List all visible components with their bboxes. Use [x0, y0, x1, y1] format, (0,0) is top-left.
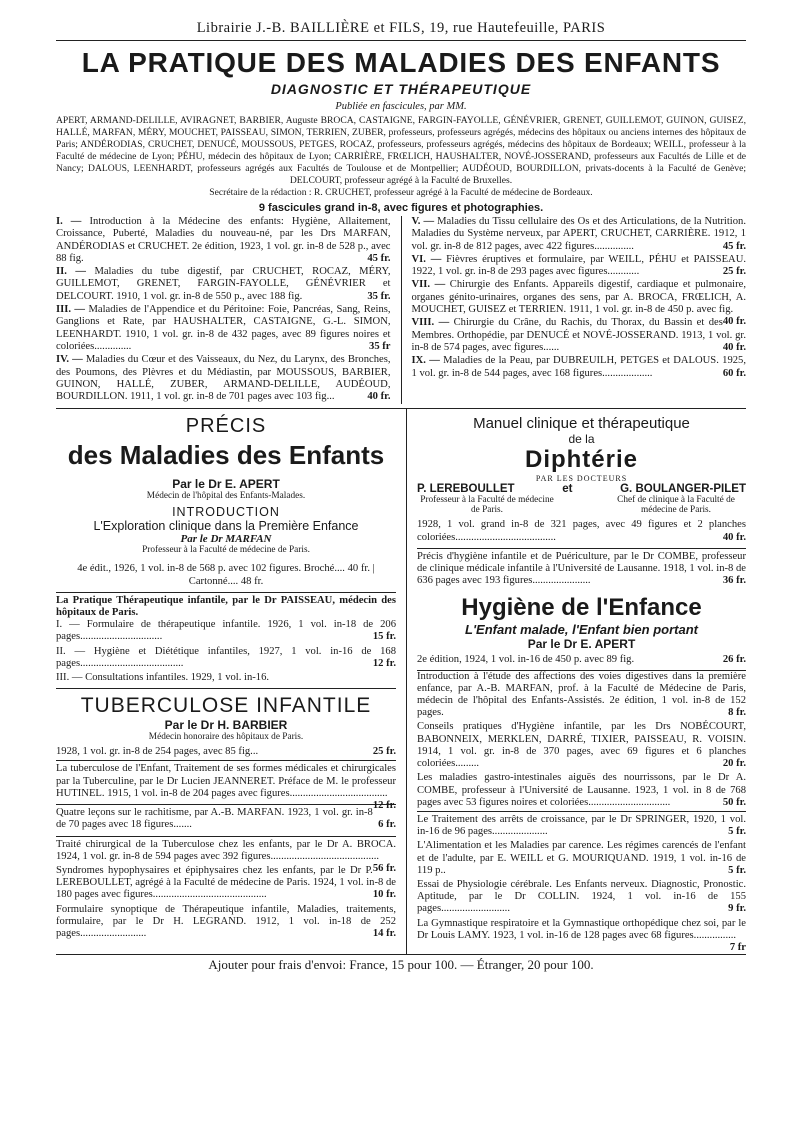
catalogue-entry [417, 917, 746, 953]
volume-item [56, 216, 391, 265]
catalogue-entry [417, 772, 746, 809]
entry-price: 50 fr. [722, 796, 746, 808]
volume-text: Maladies du tube digestif, par CRUCHET, ROCAZ, MÉRY, GUILLEMOT, GRENET, FARGIN-FAYOLLE, GÉNÉVRIER et DELCOURT. 1910, 1 vol. gr. in-8 de 550 p., avec 188 fig. [56, 266, 391, 302]
author-1-desc: Professeur à la Faculté de médecine de Paris. [420, 495, 554, 516]
entry-text: Conseils pratiques d'Hygiène infantile, par les Drs NOBÉCOURT, BABONNEIX, MERKLEN, DARRÉ, TIXIER, PAISSEAU, R. VOISIN. 1914, 1 vol. gr. in-8 de 370 pages, avec 69 figures et 6 planches coloriées......... [417, 721, 746, 770]
author-2: G. BOULANGER-PILET [620, 483, 746, 496]
entry-text: Les maladies gastro-intestinales aiguës des nourrissons, par le Dr A. COMBE, professeur à l'Université de Lausanne. 1923, 1 vol. in 8 de 768 pages avec 53 figures noires et coloriées............................... [417, 772, 746, 808]
hygiene-subtitle: L'Enfant malade, l'Enfant bien portant [465, 622, 698, 638]
volume-text: Chirurgie du Crâne, du Rachis, du Thorax, du Bassin et des Membres. Orthopédie, par DENUCÉ et NOVÉ-JOSSERAND. 1913, 1 vol. gr. in-8 de 574 pages, avec figures...... [411, 317, 746, 353]
volume-number: III. — [56, 304, 86, 316]
precis-edition: 4e édit., 1926, 1 vol. in-8 de 568 p. avec 102 figures. Broché.... 40 fr. | Cartonné.... 48 fr. [77, 563, 375, 587]
entry-text: III. — Consultations infantiles. 1929, 1 vol. in-16. [56, 672, 270, 684]
entry-text: La Gymnastique respiratoire et la Gymnastique orthopédique chez soi, par le Dr Louis LAMY. 1923, 1 vol. in-16 de 128 pages avec 68 figures................ [417, 917, 746, 941]
volume-number: VIII. — [411, 317, 450, 329]
entry-text: II. — Hygiène et Diététique infantiles, 1927, 1 vol. in-16 de 168 pages....................................... [56, 645, 396, 669]
precis-intro-desc: Professeur à la Faculté de médecine de Paris. [142, 545, 310, 556]
authors-list: APERT, ARMAND-DELILLE, AVIRAGNET, BARBIER, Auguste BROCA, CASTAIGNE, FARGIN-FAYOLLE, GÉNÉVRIER, GRENET, GUILLEMOT, GUINON, GUISEZ, HALLÉ, MARFAN, MÉRY, MOUCHET, PAISSEAU, SIMON, TERRIEN, ZUBER, professeurs, professeurs agrégés, médecins des hôpitaux ou anciens internes des hôpitaux de Paris; ANDÉRODIAS, CRUCHET, DENUCÉ, MOUSSOUS, PETGES, ROCAZ, professeurs, professeurs agrégés, médecins des hôpitaux de Bordeaux; WEILL, professeur à la Faculté de médecine de Lyon; PÉHU, médecin des hôpitaux de Lyon; CARRIÈRE, FRŒLICH, HAUSHALTER, NOVÉ-JOSSERAND, professeurs aux Facultés de Lille et de Nancy; DALOUS, LEENHARDT, professeurs agrégés aux Facultés de Toulouse et de Montpellier; AUDÉOUD, BOURDILLON, privats-docents à la Faculté de Genève; DELCOURT, professeur agrégé à la Faculté de Bruxelles. [56, 115, 746, 186]
volume-number: V. — [411, 216, 435, 227]
diphterie-edition [417, 519, 746, 543]
volume-number: VI. — [411, 253, 442, 265]
author-1: P. LEREBOULLET [417, 483, 515, 496]
volume-item [56, 266, 391, 303]
entry-text: Formulaire synoptique de Thérapeutique infantile, Maladies, traitements, formulaire, par le Dr H. LEGRAND. 1912, 1 vol. in-18 de 252 pages......................... [56, 903, 396, 939]
precis-subtitle: des Maladies des Enfants [67, 440, 385, 471]
footer-shipping: Ajouter pour frais d'envoi: France, 15 pour 100. — Étranger, 20 pour 100. [208, 957, 594, 973]
right-lower-entries [417, 670, 746, 809]
entry-price: 10 fr. [372, 889, 396, 901]
diphterie-title: Diphtérie [524, 446, 638, 474]
entry-price: 14 fr. [372, 927, 396, 939]
precis-author: Par le Dr E. APERT [172, 477, 280, 492]
volume-text: Fièvres éruptives et formulaire, par WEILL, PÉHU et PAISSEAU. 1922, 1 vol. gr. in-8 de 293 pages avec figures............ [411, 253, 746, 278]
tuberculose-entries [56, 760, 396, 833]
tuberculose-lower [56, 836, 396, 941]
main-subtitle: DIAGNOSTIC ET THÉRAPEUTIQUE [270, 81, 532, 97]
tuberculose-edition [56, 746, 396, 758]
precis-intro: INTRODUCTION [172, 505, 280, 520]
diphterie-authors-desc [417, 495, 746, 515]
right-column [407, 409, 746, 954]
tuberculose-author-desc: Médecin honoraire des hôpitaux de Paris. [148, 732, 304, 743]
catalogue-entry [56, 672, 396, 684]
entry-price: 7 fr [729, 941, 746, 953]
entry-price: 6 fr. [378, 819, 396, 831]
publiee-line: Publiée en fascicules, par MM. [335, 101, 467, 112]
entry-price: 56 fr. [372, 862, 396, 874]
publisher-header: Librairie J.-B. BAILLIÈRE et FILS, 19, rue Hautefeuille, PARIS [196, 20, 606, 36]
author-et: et [562, 483, 573, 496]
catalogue-page [56, 20, 746, 973]
catalogue-entry [417, 721, 746, 770]
lower-section [56, 409, 746, 955]
edition-text: 1928, 1 vol. grand in-8 de 321 pages, avec 49 figures et 2 planches coloriées...................................... [417, 519, 746, 543]
entry-text: I. — Formulaire de thérapeutique infantile. 1926, 1 vol. in-18 de 206 pages............................... [56, 619, 396, 643]
entry-price: 15 fr. [372, 631, 396, 643]
pratique-intro: La Pratique Thérapeutique infantile, par le Dr PAISSEAU, médecin des hôpitaux de Paris. [56, 594, 396, 619]
catalogue-entry [56, 619, 396, 643]
volumes-right [402, 216, 747, 404]
tuberculose-author: Par le Dr H. BARBIER [164, 718, 288, 733]
price: 26 fr. [722, 654, 746, 666]
catalogue-entry [56, 646, 396, 670]
author-2-desc: Chef de clinique à la Faculté de médecine de Paris. [617, 495, 735, 516]
price: 25 fr. [372, 746, 396, 758]
volume-price: 35 fr. [367, 290, 391, 302]
price: 36 fr. [722, 575, 746, 587]
volume-number: II. — [56, 266, 86, 278]
entry-text: Syndromes hypophysaires et épiphysaires chez les enfants, par le Dr P. LEREBOULLET, agrégé à la Faculté de médecine de Paris. 1924, 1 vol. in-8 de 180 pages avec figures........................................... [56, 864, 396, 901]
volume-item [56, 304, 391, 353]
volume-item [412, 355, 747, 380]
volume-text: Maladies du Cœur et des Vaisseaux, du Nez, du Larynx, des Bronches, des Poumons, des Plèvres et du Médiastin, par MOUSSOUS, BARBIER, GUINON, HALLÉ, ZUBER, ARMAND-DELILLE, AUDÉOUD, BOURDILLON. 1911, 1 vol. gr. in-8 de 701 pages avec 103 fig... [56, 354, 391, 403]
entry-price: 12 fr. [372, 657, 396, 669]
volume-price: 60 fr. [722, 367, 746, 379]
pratique-therapeutique [56, 592, 396, 688]
catalogue-entry [56, 838, 396, 874]
fascicules-line: 9 fascicules grand in-8, avec figures et photographies. [258, 202, 544, 214]
volume-price: 40 fr. [722, 316, 746, 328]
hygiene-title: Hygiène de l'Enfance [461, 594, 702, 622]
entry-text: Précis d'hygiène infantile et de Puériculture, par le Dr COMBE, professeur de clinique médicale infantile à l'Université de Lausanne. 1918, 1 vol. in-8 de 636 pages avec 193 figures...................... [417, 550, 746, 587]
entry-price: 5 fr. [728, 864, 746, 876]
catalogue-entry [417, 671, 746, 720]
entry-text: Quatre leçons sur le rachitisme, par A.-B. MARFAN. 1923, 1 vol. gr. in-8 de 70 pages avec 18 figures....... [56, 807, 373, 831]
precis-hygiene [417, 548, 746, 590]
volume-number: IV. — [56, 354, 83, 366]
volume-item [56, 354, 391, 403]
volume-item [412, 254, 747, 279]
catalogue-entry [56, 760, 396, 812]
tuberculose-block [56, 688, 396, 760]
entry-text: L'Alimentation et les Maladies par carence. Les régimes carencés de l'enfant et de l'adulte, par E. WEILL et G. MOURIQUAND. 1919, 1 vol. in-16 de 119 p.. [417, 840, 746, 876]
catalogue-entry [417, 840, 746, 877]
volume-price: 45 fr. [367, 252, 391, 264]
diphterie-de-la: de la [568, 432, 595, 447]
edition-text: 1928, 1 vol. gr. in-8 de 254 pages, avec 85 fig... [56, 746, 259, 758]
right-bottom-entries [417, 811, 746, 953]
entry-text: Introduction à l'étude des affections des voies digestives dans la première enfance, par A.-B. MARFAN, prof. à la Faculté de Médecine de Paris, médecin de l'hôpital des Enfants-Assistés. 2e édition, 1 vol. in-8 de 152 pages. [417, 670, 746, 719]
precis-intro-author: Par le Dr MARFAN [180, 533, 272, 546]
entry-text: La tuberculose de l'Enfant, Traitement de ses formes médicales et chirurgicales par la Tuberculine, par le Dr Lucien JEANNERET. Préface de M. le professeur HUTINEL. 1915, 1 vol. in-8 de 204 pages avec figures..................................... [56, 763, 396, 799]
volume-price: 45 fr. [722, 240, 746, 252]
volume-number: I. — [56, 216, 82, 227]
volume-price: 35 fr [369, 340, 391, 352]
entry-price: 20 fr. [722, 758, 746, 770]
catalogue-entry [56, 904, 396, 941]
secretaire-line: Secrétaire de la rédaction : R. CRUCHET, professeur agrégé à la Faculté de médecine de Bordeaux. [209, 187, 593, 198]
catalogue-entry [56, 862, 396, 902]
volume-price: 25 fr. [722, 266, 746, 278]
edition-text: 2e édition, 1924, 1 vol. in-16 de 450 p. avec 89 fig. [417, 654, 635, 666]
volume-number: IX. — [411, 355, 440, 367]
main-title: LA PRATIQUE DES MALADIES DES ENFANTS [81, 47, 721, 78]
volume-text: Maladies de la Peau, par DUBREUILH, PETGES et DALOUS. 1925, 1 vol. gr. in-8 de 544 pages, avec 168 figures................... [411, 355, 746, 379]
volume-item [412, 216, 747, 253]
volume-text: Maladies de l'Appendice et du Péritoine: Foie, Pancréas, Sang, Reins, Ganglions et Rate, par HAUSHALTER, CASTAIGNE, G.-L. SIMON, LEENHARDT. 1910, 1 vol. gr. in-8 de 432 pages, avec 89 figures noires et coloriées.............. [56, 304, 391, 352]
volume-item [412, 317, 747, 354]
volume-text: Introduction à la Médecine des enfants: Hygiène, Allaitement, Croissance, Puberté, Maladies du nouveau-né, par les Drs MARFAN, ANDÉRODIAS et CRUCHET. 2e édition, 1923, 1 vol. gr. in-8 de 528 p., avec 88 fig. [56, 216, 391, 264]
volumes-left [56, 216, 402, 404]
entry-price: 8 fr. [728, 707, 746, 719]
entry-price: 9 fr. [728, 903, 746, 915]
entry-text: Le Traitement des arrêts de croissance, par le Dr SPRINGER, 1920, 1 vol. in-16 de 96 pages..................... [417, 813, 746, 838]
volume-text: Chirurgie des Enfants. Appareils digestif, cardiaque et pulmonaire, organes génito-urinaires, organes des sens, par A. BROCA, FRŒLICH, A. MOUCHET, GUISEZ et TERRIEN. 1911, 1 vol. gr. in-8 de 450 p. avec fig. [411, 279, 746, 316]
entry-text: Traité chirurgical de la Tuberculose chez les enfants, par le Dr A. BROCA. 1924, 1 vol. gr. in-8 de 594 pages avec 392 figures......................................... [56, 838, 396, 862]
tuberculose-title: TUBERCULOSE INFANTILE [80, 694, 372, 718]
precis-title: PRÉCIS [185, 415, 267, 438]
volume-number: VII. — [411, 279, 446, 291]
volumes-section [56, 216, 746, 409]
diphterie-manuel: Manuel clinique et thérapeutique [473, 415, 690, 433]
diphterie-par-les: PAR LES DOCTEURS [535, 474, 628, 484]
hygiene-edition [417, 654, 746, 666]
catalogue-entry [56, 804, 396, 833]
catalogue-entry [417, 814, 746, 838]
divider [56, 40, 746, 41]
left-column [56, 409, 407, 954]
catalogue-entry [417, 879, 746, 916]
entry-text: Essai de Physiologie cérébrale. Les Enfants nerveux. Diagnostic, Pronostic. Aptitude, par le Dr COLLIN. 1924, 1 vol. in-16 de 155 pages.......................... [417, 878, 746, 915]
precis-intro-title: L'Exploration clinique dans la Première Enfance [93, 519, 359, 534]
entry-price: 5 fr. [728, 826, 746, 838]
diphterie-authors [417, 483, 746, 495]
precis-author-desc: Médecin de l'hôpital des Enfants-Malades. [146, 491, 306, 502]
hygiene-author: Par le Dr E. APERT [527, 637, 636, 652]
pratique-items [56, 619, 396, 684]
volume-price: 40 fr. [722, 341, 746, 353]
volume-price: 40 fr. [367, 391, 391, 403]
entry-price: 12 fr. [372, 800, 396, 812]
price: 40 fr. [722, 531, 746, 543]
volume-text: Maladies du Tissu cellulaire des Os et des Articulations, de la Nutrition. Maladies du Système nerveux, par APERT, CRUCHET, CARRIÈRE. 1912, 1 vol. gr. in-8 de 812 pages, avec 422 figures............... [411, 216, 746, 252]
